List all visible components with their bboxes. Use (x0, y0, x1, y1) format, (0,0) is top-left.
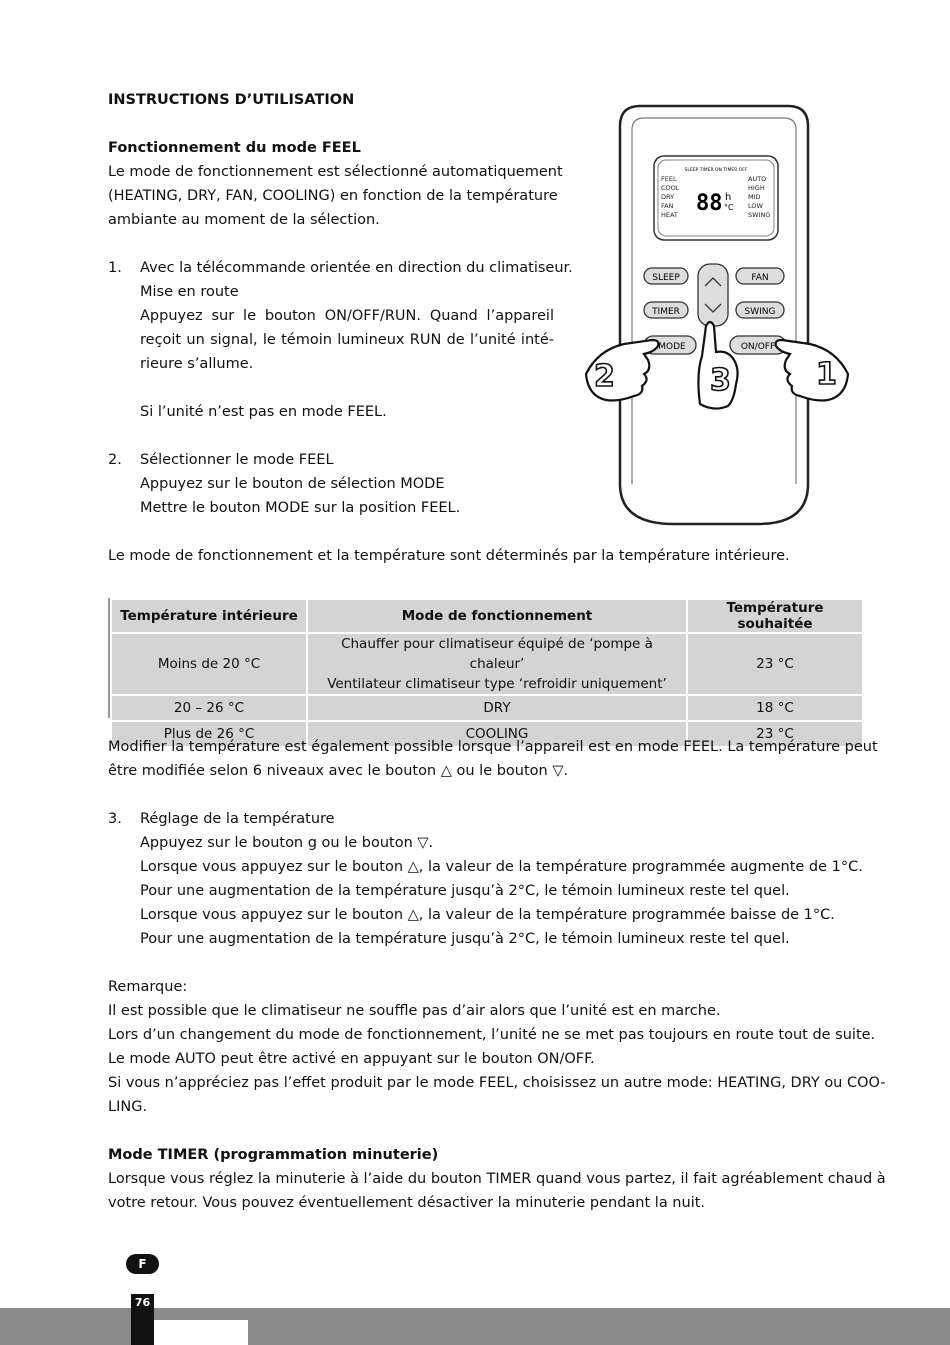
step-2-line-2: Appuyez sur le bouton de sélection MODE (140, 476, 445, 492)
step-3-line-6: Pour une augmentation de la température jusqu’à 2°C, le témoin lumineux reste tel quel. (140, 931, 790, 947)
lcd-right-swing: SWING (748, 211, 771, 219)
remark-line-4: Si vous n’appréciez pas l’effet produit par le mode FEEL, choisissez un autre mode: HEATING, DRY ou COO- (108, 1075, 886, 1091)
remote-control-illustration (578, 104, 854, 530)
feel-title: Fonctionnement du mode FEEL (108, 140, 361, 156)
cell-target: 23 °C (687, 633, 863, 695)
step-2-line-3: Mettre le bouton MODE sur la position FEEL. (140, 500, 461, 516)
lcd-unit-c: °C (724, 203, 734, 212)
step-1-line-6: Si l’unité n’est pas en mode FEEL. (140, 404, 387, 420)
step-3-line-3: Lorsque vous appuyez sur le bouton △, la valeur de la température programmée augmente de 1°C. (140, 859, 863, 875)
lcd-right-mid: MID (748, 193, 761, 201)
callout-3: 3 (710, 363, 731, 398)
feel-line-2: (HEATING, DRY, FAN, COOLING) en fonction de la température (108, 188, 558, 204)
cell-temp: 20 – 26 °C (111, 695, 307, 721)
step-1-line-1: Avec la télécommande orientée en direction du climatiseur. (140, 260, 573, 276)
cell-target: 18 °C (687, 695, 863, 721)
svg-text:FAN: FAN (751, 273, 769, 283)
svg-text:SLEEP: SLEEP (652, 273, 680, 283)
remark-line-3: Le mode AUTO peut être activé en appuyant sur le bouton ON/OFF. (108, 1051, 595, 1067)
step-3-line-5: Lorsque vous appuyez sur le bouton △, la valeur de la température programmée baisse de 1°C. (140, 907, 835, 923)
temperature-up-down-rocker[interactable] (698, 264, 728, 326)
step-1-number: 1. (108, 260, 122, 276)
step-3-line-1: Réglage de la température (140, 811, 335, 827)
step-2-line-1: Sélectionner le mode FEEL (140, 452, 334, 468)
step-3-line-2: Appuyez sur le bouton g ou le bouton ▽. (140, 835, 434, 851)
callout-1: 1 (816, 357, 837, 392)
remark-line-5: LING. (108, 1099, 148, 1115)
modify-line-1: Modifier la température est également possible lorsque l’appareil est en mode FEEL. La température peut (108, 739, 878, 755)
step-1-line-2: Mise en route (140, 284, 239, 300)
modify-line-2: être modifiée selon 6 niveaux avec le bouton △ ou le bouton ▽. (108, 763, 569, 779)
lcd-left-cool: COOL (661, 184, 680, 192)
remark-title: Remarque: (108, 979, 188, 995)
lcd-right-high: HIGH (748, 184, 765, 192)
cell-mode-line-2: Ventilateur climatiseur type ‘refroidir uniquement’ (327, 676, 667, 692)
lcd-digits: 88 (696, 191, 723, 216)
feel-line-3: ambiante au moment de la sélection. (108, 212, 380, 228)
remark-line-1: Il est possible que le climatiseur ne souffle pas d’air alors que l’unité est en marche. (108, 1003, 721, 1019)
temperature-mode-table (110, 598, 864, 748)
sleep-button[interactable] (644, 268, 688, 284)
svg-text:SWING: SWING (744, 307, 776, 317)
timer-title: Mode TIMER (programmation minuterie) (108, 1147, 439, 1163)
svg-text:MODE: MODE (658, 342, 686, 352)
timer-button[interactable] (644, 302, 688, 318)
cell-mode: COOLING (307, 721, 687, 747)
language-badge: F (126, 1254, 159, 1274)
cell-mode: DRY (307, 695, 687, 721)
remark-line-2: Lors d’un changement du mode de fonctionnement, l’unité ne se met pas toujours en route tout de suite. (108, 1027, 876, 1043)
lcd-right-low: LOW (748, 202, 763, 210)
fan-button[interactable] (736, 268, 784, 284)
table-header-row (111, 599, 863, 633)
header-indoor-temp: Température intérieure (111, 599, 307, 633)
lcd-unit-h: h (725, 192, 732, 203)
swing-button[interactable] (736, 302, 784, 318)
svg-text:ON/OFF: ON/OFF (740, 342, 776, 352)
table-row (111, 695, 863, 721)
step-1-line-4: reçoit un signal, le témoin lumineux RUN de l’unité inté- (140, 332, 554, 348)
callout-2: 2 (594, 359, 615, 394)
step-2-number: 2. (108, 452, 122, 468)
cell-mode-line-1: Chauffer pour climatiseur équipé de ‘pompe à chaleur’ (341, 636, 653, 672)
lcd-left-heat: HEAT (661, 211, 678, 219)
timer-line-2: votre retour. Vous pouvez éventuellement désactiver la minuterie pendant la nuit. (108, 1195, 706, 1211)
header-target-temp: Température souhaitée (687, 599, 863, 633)
svg-text:TIMER: TIMER (652, 307, 680, 317)
timer-line-1: Lorsque vous réglez la minuterie à l’aide du bouton TIMER quand vous partez, il fait agréablement chaud à (108, 1171, 886, 1187)
page-heading: INSTRUCTIONS D’UTILISATION (108, 92, 355, 108)
lcd-left-dry: DRY (661, 193, 675, 201)
step-1-line-3: Appuyez sur le bouton ON/OFF/RUN. Quand l’appareil (140, 308, 554, 324)
lcd-top-labels: SLEEP TIMER ON TIMER OFF (684, 168, 748, 173)
feel-line-1: Le mode de fonctionnement est sélectionné automatiquement (108, 164, 563, 180)
lcd-right-auto: AUTO (748, 175, 767, 183)
header-operating-mode: Mode de fonctionnement (307, 599, 687, 633)
cell-mode (307, 633, 687, 695)
lcd-left-feel: FEEL (661, 175, 677, 183)
cell-temp: Plus de 26 °C (111, 721, 307, 747)
page-number: 76 (131, 1294, 154, 1345)
table-intro: Le mode de fonctionnement et la température sont déterminés par la température intérieure. (108, 548, 790, 564)
step-3-line-4: Pour une augmentation de la température jusqu’à 2°C, le témoin lumineux reste tel quel. (140, 883, 790, 899)
cell-temp: Moins de 20 °C (111, 633, 307, 695)
cell-target: 23 °C (687, 721, 863, 747)
step-3-number: 3. (108, 811, 122, 827)
table-row (111, 633, 863, 695)
footer-white-strip (154, 1320, 248, 1345)
lcd-left-fan: FAN (661, 202, 674, 210)
step-1-line-5: rieure s’allume. (140, 356, 254, 372)
